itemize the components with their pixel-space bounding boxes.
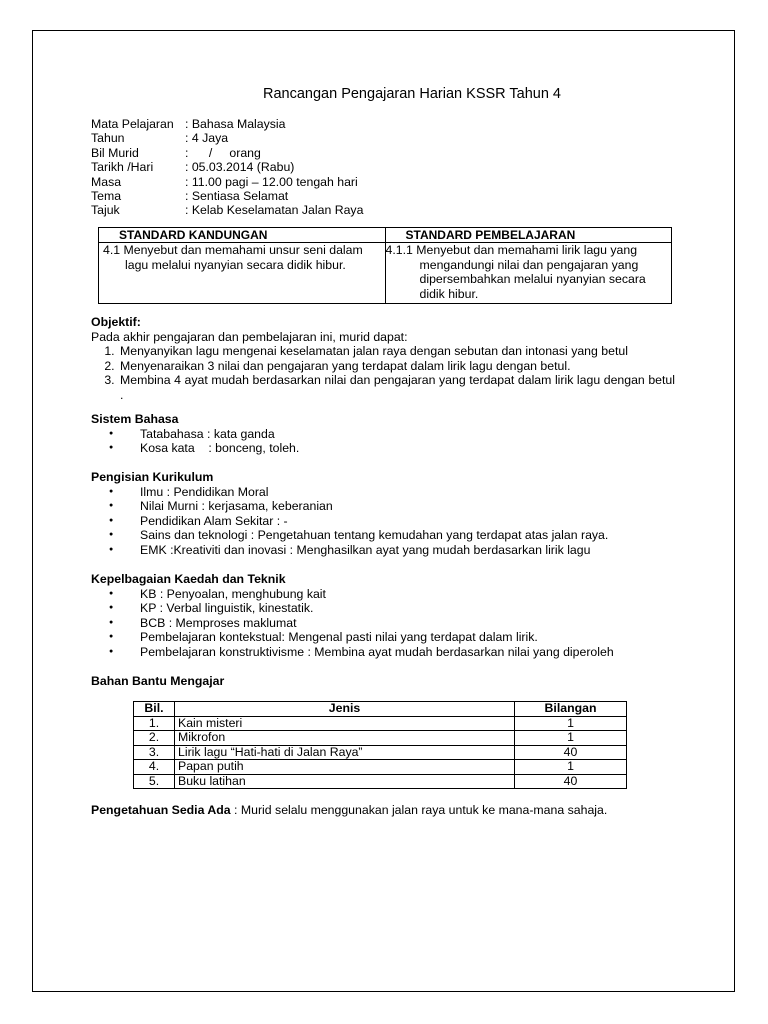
kepelbagaian-list	[91, 587, 675, 660]
bbm-section	[91, 674, 675, 689]
header-jenis: Jenis	[175, 702, 515, 717]
table-row: 2. Mikrofon 1	[134, 731, 627, 746]
kepelbagaian-section	[91, 572, 675, 660]
pengetahuan-text: : Murid selalu menggunakan jalan raya untuk ke mana-mana sahaja.	[230, 803, 608, 817]
meta-row: Tema : Sentiasa Selamat	[91, 189, 289, 204]
table-row: 3. Lirik lagu “Hati-hati di Jalan Raya” 40	[134, 745, 627, 760]
standard-pembelajaran-cell: 4.1.1 Menyebut dan memahami lirik lagu yang mengandungi nilai dan pengajaran yang dipersembahkan melalui nyanyian secara didik hibur.	[385, 243, 672, 304]
meta-row: Mata Pelajaran : Bahasa Malaysia	[91, 117, 286, 131]
table-row: 1. Kain misteri 1	[134, 716, 627, 731]
meta-row: Tahun : 4 Jaya	[91, 131, 229, 146]
header-bil: Bil.	[134, 702, 175, 717]
pengetahuan-section	[91, 803, 675, 818]
table-row: 5. Buku latihan 40	[134, 774, 627, 789]
bbm-table	[133, 701, 627, 789]
objektif-intro: Pada akhir pengajaran dan pembelajaran ini, murid dapat:	[91, 329, 408, 344]
list-item: ● Tatabahasa : kata ganda	[131, 427, 675, 442]
sistem-bahasa-list	[91, 427, 675, 456]
list-item: ● EMK :Kreativiti dan inovasi : Menghasilkan ayat yang mudah berdasarkan lirik lagu	[131, 543, 675, 558]
header-standard-pembelajaran: STANDARD PEMBELAJARAN	[385, 228, 672, 243]
section-heading: Kepelbagaian Kaedah dan Teknik	[91, 572, 286, 586]
standards-table	[98, 227, 672, 304]
list-item: ● Ilmu : Pendidikan Moral	[131, 485, 675, 500]
list-item: ● KP : Verbal linguistik, kinestatik.	[131, 601, 675, 616]
pengetahuan-label: Pengetahuan Sedia Ada	[91, 803, 231, 817]
header-standard-kandungan: STANDARD KANDUNGAN	[99, 228, 386, 243]
objektif-section	[91, 315, 675, 403]
list-item: ● BCB : Memproses maklumat	[131, 616, 675, 631]
list-item: ● Pembelajaran konstruktivisme : Membina ayat mudah berdasarkan nilai yang diperoleh	[131, 645, 675, 660]
meta-row: Tarikh /Hari : 05.03.2014 (Rabu)	[91, 160, 295, 175]
lesson-meta	[91, 117, 363, 218]
section-heading: Pengisian Kurikulum	[91, 470, 214, 484]
section-heading: Sistem Bahasa	[91, 412, 179, 426]
pengisian-section	[91, 470, 675, 558]
pengisian-list	[91, 485, 675, 558]
list-item: 3. Membina 4 ayat mudah berdasarkan nilai dan pengajaran yang terdapat dalam lirik lagu dengan betul .	[118, 373, 675, 402]
list-item: ● Sains dan teknologi : Pengetahuan tentang kemudahan yang terdapat atas jalan raya.	[131, 528, 675, 543]
list-item: 1. Menyanyikan lagu mengenai keselamatan jalan raya dengan sebutan dan intonasi yang betul	[118, 344, 675, 359]
header-bilangan: Bilangan	[515, 702, 627, 717]
meta-row: Bil Murid : / orang	[91, 145, 261, 160]
list-item: ● Pendidikan Alam Sekitar : -	[131, 514, 675, 529]
meta-row: Masa : 11.00 pagi – 12.00 tengah hari	[91, 174, 358, 189]
objektif-list	[91, 344, 675, 402]
list-item: ● Kosa kata : bonceng, toleh.	[131, 441, 675, 456]
list-item: ● KB : Penyoalan, menghubung kait	[131, 587, 675, 602]
table-row: 4. Papan putih 1	[134, 760, 627, 775]
section-heading: Objektif:	[91, 315, 141, 329]
standard-kandungan-cell: 4.1 Menyebut dan memahami unsur seni dalam lagu melalui nyanyian secara didik hibur.	[99, 243, 386, 304]
meta-row: Tajuk : Kelab Keselamatan Jalan Raya	[91, 203, 364, 218]
list-item: ● Nilai Murni : kerjasama, keberanian	[131, 499, 675, 514]
list-item: ● Pembelajaran kontekstual: Mengenal pasti nilai yang terdapat dalam lirik.	[131, 630, 675, 645]
document-title: Rancangan Pengajaran Harian KSSR Tahun 4	[263, 86, 561, 102]
sistem-bahasa-section	[91, 412, 675, 456]
section-heading: Bahan Bantu Mengajar	[91, 674, 225, 688]
list-item: 2. Menyenaraikan 3 nilai dan pengajaran yang terdapat dalam lirik lagu dengan betul.	[118, 359, 675, 374]
